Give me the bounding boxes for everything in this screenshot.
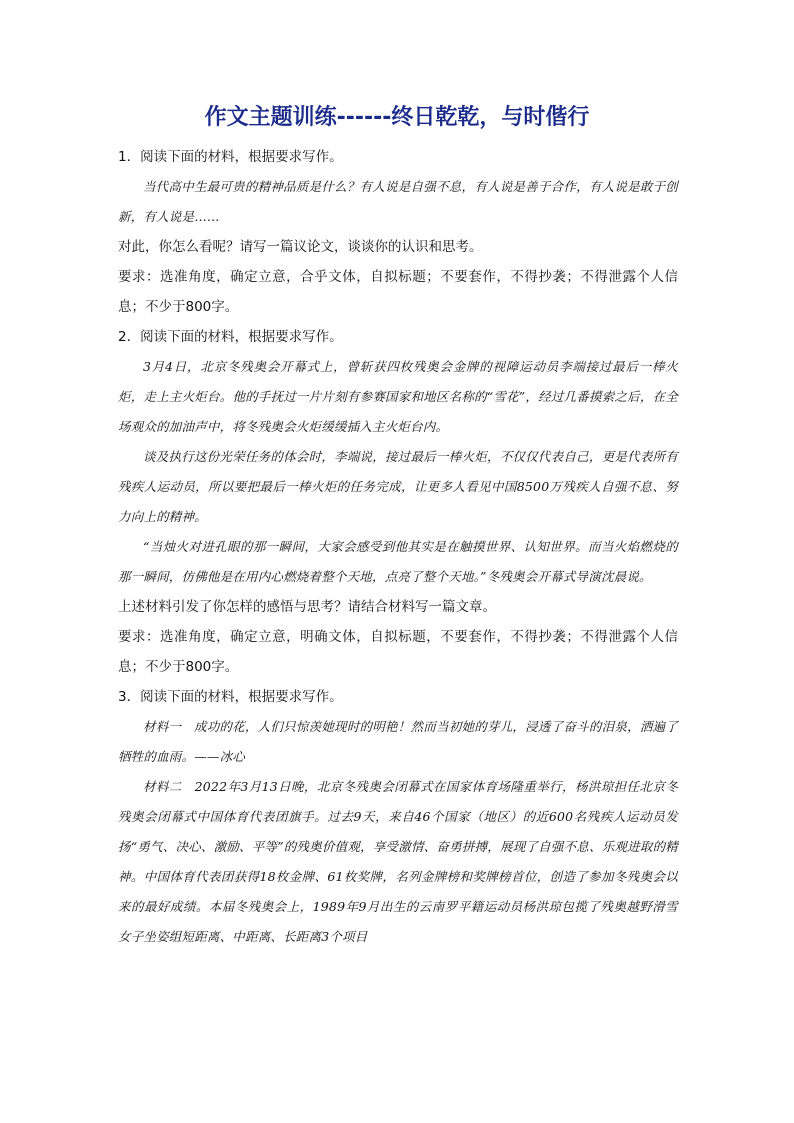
question-2-requirement: 要求：选准角度，确定立意，明确文体，自拟标题，不要套作，不得抄袭；不得泄露个人信息；不少于800字。 bbox=[118, 629, 678, 675]
document-body bbox=[118, 142, 678, 952]
question-3-material-one: 材料一 成功的花，人们只惊羡她现时的明艳！然而当初她的芽儿，浸透了奋斗的泪泉，洒遍了牺牲的血雨。——冰心 bbox=[118, 719, 678, 764]
question-3-material-two: 材料二 2022年3月13日晚，北京冬残奥会闭幕式在国家体育场隆重举行，杨洪琼担任北京冬残奥会闭幕式中国体育代表团旗手。过去9天，来自46个国家（地区）的近600名残疾人运动员发扬“勇气、决心、激励、平等”的残奥价值观，享受激情、奋勇拼搏，展现了自强不息、乐观进取的精神。中国体育代表团获得18枚金牌、61枚奖牌，名列金牌榜和奖牌榜首位，创造了参加冬残奥会以来的最好成绩。本届冬残奥会上，1989年9月出生的云南罗平籍运动员杨洪琼包揽了残奥越野滑雪女子坐姿组短距离、中距离、长距离3个项目 bbox=[118, 779, 678, 944]
question-2-material-paragraph: 3月4日，北京冬残奥会开幕式上，曾斩获四枚残奥会金牌的视障运动员李端接过最后一棒火炬，走上主火炬台。他的手抚过一片片刻有参赛国家和地区名称的“雪花”，经过几番摸索之后，在全场观众的加油声中，将冬残奥会火炬缓缓插入主火炬台内。 bbox=[118, 359, 678, 434]
page-title: 作文主题训练------终日乾乾，与时偕行 bbox=[204, 105, 590, 130]
question-1-heading: 1．阅读下面的材料，根据要求写作。 bbox=[118, 149, 343, 165]
question-1-material: 当代高中生最可贵的精神品质是什么？有人说是自强不息，有人说是善于合作，有人说是敢于创新，有人说是…… bbox=[118, 179, 678, 224]
question-2-heading: 2．阅读下面的材料，根据要求写作。 bbox=[118, 329, 343, 345]
question-2-material-paragraph: 谈及执行这份光荣任务的体会时，李端说，接过最后一棒火炬，不仅仅代表自己，更是代表所有残疾人运动员，所以要把最后一棒火炬的任务完成，让更多人看见中国8500万残疾人自强不息、努力向上的精神。 bbox=[118, 449, 678, 524]
question-1-prompt: 对此，你怎么看呢？请写一篇议论文，谈谈你的认识和思考。 bbox=[118, 239, 483, 255]
question-3-heading: 3．阅读下面的材料，根据要求写作。 bbox=[118, 689, 343, 705]
question-2-material-paragraph: “当烛火对进孔眼的那一瞬间，大家会感受到他其实是在触摸世界、认知世界。而当火焰燃烧的那一瞬间，仿佛他是在用内心燃烧着整个天地，点亮了整个天地。”冬残奥会开幕式导演沈晨说。 bbox=[118, 539, 678, 584]
question-1-requirement: 要求：选准角度，确定立意，合乎文体，自拟标题；不要套作，不得抄袭；不得泄露个人信息；不少于800字。 bbox=[118, 269, 678, 315]
question-2-prompt: 上述材料引发了你怎样的感悟与思考？请结合材料写一篇文章。 bbox=[118, 599, 496, 615]
